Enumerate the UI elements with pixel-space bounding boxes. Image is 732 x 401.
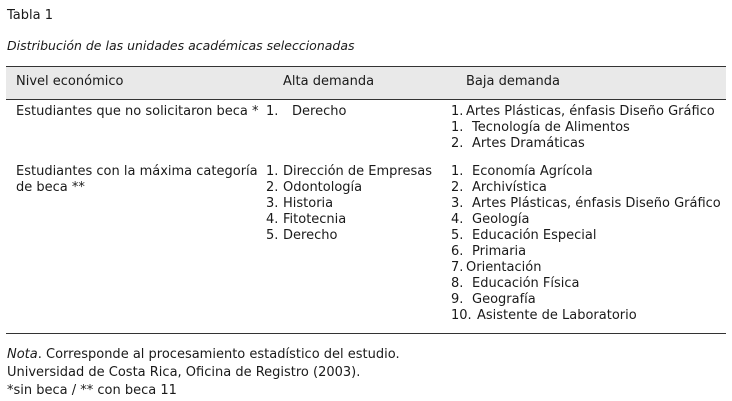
- list-item-text: Derecho: [292, 104, 347, 119]
- note-label: Nota: [7, 347, 38, 362]
- list-item-number: 3.: [266, 196, 279, 211]
- list-item-text: Dirección de Empresas: [283, 164, 432, 179]
- row2-label-line1: Estudiantes con la máxima categoría: [16, 164, 258, 179]
- list-item-text: Primaria: [472, 244, 527, 259]
- list-item: [451, 260, 721, 276]
- list-item-text: Derecho: [283, 228, 338, 243]
- list-item: [451, 276, 721, 292]
- table-bottom-rule: [6, 333, 726, 334]
- table-note: [7, 346, 400, 363]
- list-item: [266, 196, 432, 212]
- note-text: . Corresponde al procesamiento estadístico del estudio.: [37, 347, 400, 362]
- row2-alta-list: [266, 164, 432, 244]
- list-item-number: 4.: [266, 212, 279, 227]
- list-item: [451, 120, 715, 136]
- table-legend: *sin beca / ** con beca 11: [7, 383, 177, 398]
- list-item-text: Odontología: [283, 180, 363, 195]
- list-item-text: Geología: [472, 212, 530, 227]
- list-item-number: 1.: [451, 120, 464, 135]
- list-item: [451, 180, 721, 196]
- list-item: [451, 196, 721, 212]
- list-item: [451, 228, 721, 244]
- list-item-number: 1.: [266, 164, 279, 179]
- table-label: Tabla 1: [7, 8, 53, 23]
- list-item: [266, 228, 432, 244]
- list-item-number: 2.: [451, 136, 464, 151]
- list-item: [266, 164, 432, 180]
- list-item-number: 9.: [451, 292, 464, 307]
- list-item-number: 1.: [451, 104, 464, 119]
- list-item: [266, 180, 432, 196]
- table-source: Universidad de Costa Rica, Oficina de Registro (2003).: [7, 365, 361, 380]
- list-item: [451, 136, 715, 152]
- list-item-number: 2.: [266, 180, 279, 195]
- list-item: [451, 308, 721, 324]
- list-item-text: Artes Plásticas, énfasis Diseño Gráfico: [466, 104, 715, 119]
- list-item-text: Orientación: [466, 260, 542, 275]
- row1-baja-list: [451, 104, 715, 152]
- list-item: [451, 292, 721, 308]
- list-item-number: 5.: [451, 228, 464, 243]
- list-item: [266, 104, 346, 120]
- list-item-text: Asistente de Laboratorio: [477, 308, 637, 323]
- row1-label: [16, 104, 259, 120]
- row2-label-line2: de beca **: [16, 180, 85, 195]
- list-item-number: 5.: [266, 228, 279, 243]
- table-caption: Distribución de las unidades académicas seleccionadas: [7, 38, 355, 53]
- list-item: [451, 212, 721, 228]
- list-item-number: 2.: [451, 180, 464, 195]
- list-item-number: 3.: [451, 196, 464, 211]
- list-item-text: Geografía: [472, 292, 536, 307]
- list-item-text: Archivística: [472, 180, 547, 195]
- list-item-text: Historia: [283, 196, 334, 211]
- list-item-number: 4.: [451, 212, 464, 227]
- list-item-text: Economía Agrícola: [472, 164, 593, 179]
- list-item: [451, 104, 715, 120]
- list-item-number: 10.: [451, 308, 472, 323]
- row2-label: [16, 164, 258, 196]
- header-baja-demanda: Baja demanda: [466, 74, 560, 89]
- list-item-text: Artes Plásticas, énfasis Diseño Gráfico: [472, 196, 721, 211]
- list-item-number: 6.: [451, 244, 464, 259]
- list-item-text: Tecnología de Alimentos: [472, 120, 630, 135]
- list-item: [451, 164, 721, 180]
- list-item-number: 8.: [451, 276, 464, 291]
- list-item: [451, 244, 721, 260]
- list-item-number: 1.: [266, 104, 279, 119]
- list-item-number: 1.: [451, 164, 464, 179]
- header-alta-demanda: Alta demanda: [283, 74, 375, 89]
- list-item-text: Educación Física: [472, 276, 580, 291]
- row2-baja-list: [451, 164, 721, 324]
- row1-alta-list: [266, 104, 346, 120]
- list-item-text: Artes Dramáticas: [472, 136, 585, 151]
- list-item-number: 7.: [451, 260, 464, 275]
- list-item-text: Educación Especial: [472, 228, 597, 243]
- row1-label-line1: Estudiantes que no solicitaron beca *: [16, 104, 259, 119]
- list-item-text: Fitotecnia: [283, 212, 347, 227]
- list-item: [266, 212, 432, 228]
- header-nivel-economico: Nivel económico: [16, 74, 124, 89]
